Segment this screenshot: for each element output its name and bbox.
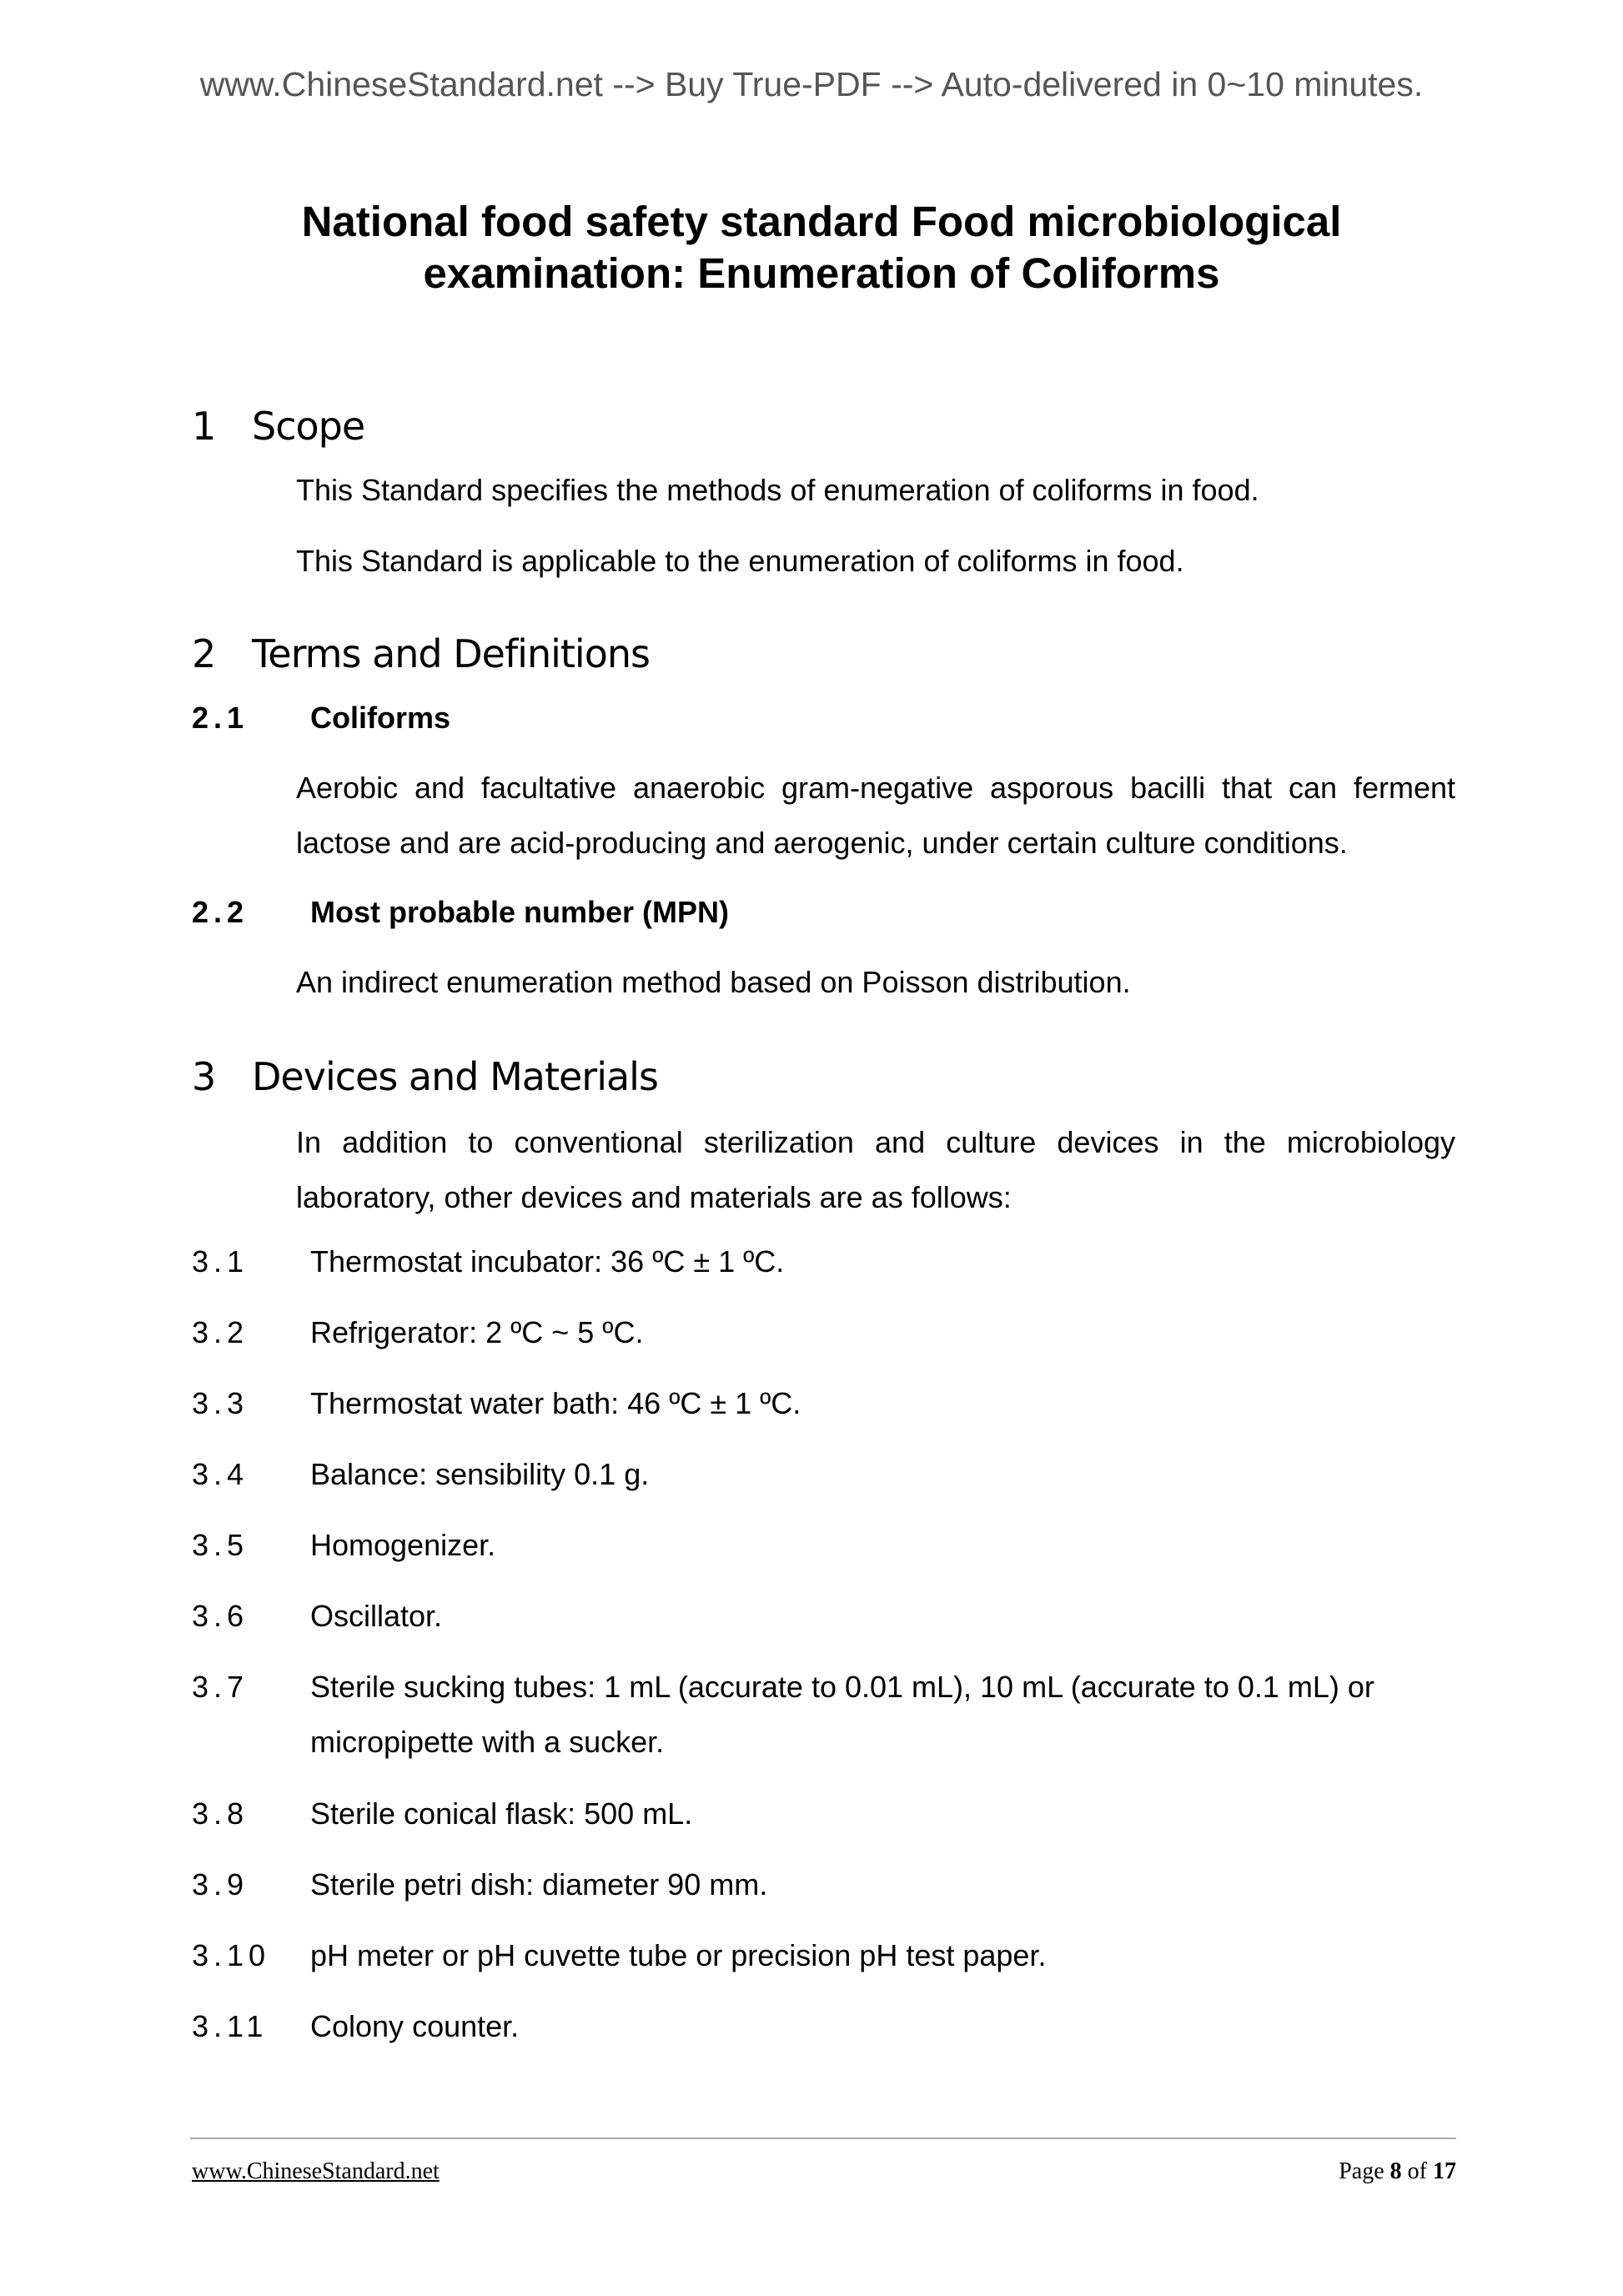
top-banner: www.ChineseStandard.net --> Buy True-PDF --> Auto-delivered in 0~10 minutes. [199, 65, 1424, 103]
section-3-heading [192, 1054, 658, 1099]
item-text: Colony counter. [310, 2009, 520, 2043]
item-text: Balance: sensibility 0.1 g. [310, 1457, 650, 1491]
page-current: 8 [1389, 2158, 1402, 2184]
device-item [192, 1589, 1455, 1644]
item-number: 3.6 [192, 1599, 249, 1633]
item-number: 3.11 [192, 2009, 269, 2043]
subsection-title: Most probable number (MPN) [310, 895, 729, 929]
section-number: 2 [192, 631, 216, 676]
item-number: 3.8 [192, 1796, 249, 1831]
device-item [192, 1376, 1455, 1431]
subsection-number: 2.2 [192, 895, 249, 929]
item-text: Sterile conical flask: 500 mL. [310, 1796, 693, 1831]
footer-divider [190, 2138, 1456, 2139]
device-item [192, 1857, 1455, 1912]
subsection-2-1-heading [192, 701, 450, 736]
item-number: 3.7 [192, 1670, 249, 1704]
item-number: 3.1 [192, 1244, 249, 1279]
device-item [192, 1999, 1455, 2054]
item-text: pH meter or pH cuvette tube or precision pH test paper. [310, 1938, 1047, 1972]
scope-paragraph-2: This Standard is applicable to the enumeration of coliforms in food. [296, 544, 1184, 578]
item-text: Homogenizer. [310, 1528, 496, 1562]
footer-site-link[interactable]: www.ChineseStandard.net [192, 2158, 440, 2184]
subsection-number: 2.1 [192, 701, 249, 735]
section-title: Devices and Materials [252, 1054, 658, 1099]
scope-paragraph-1: This Standard specifies the methods of enumeration of coliforms in food. [296, 473, 1259, 507]
device-item [192, 1447, 1455, 1502]
item-text: Sterile sucking tubes: 1 mL (accurate to 0.01 mL), 10 mL (accurate to 0.1 mL) or micropipette with a sucker. [310, 1670, 1374, 1759]
page-of: of [1407, 2158, 1427, 2184]
item-number: 3.9 [192, 1867, 249, 1902]
section-number: 1 [192, 404, 216, 449]
item-number: 3.3 [192, 1386, 249, 1420]
page-number [1339, 2158, 1456, 2185]
section-title: Terms and Definitions [252, 631, 650, 676]
coliforms-definition: Aerobic and facultative anaerobic gram-negative asporous bacilli that can ferment lactose and are acid-producing and aerogenic, under certain culture conditions. [296, 771, 1455, 860]
section-2-heading [192, 631, 650, 676]
section-1-heading [192, 404, 364, 449]
item-text: Refrigerator: 2 ºC ~ 5 ºC. [310, 1315, 644, 1349]
document-title [167, 196, 1476, 299]
title-line-1: National food safety standard Food microbiological [301, 198, 1342, 245]
item-text: Oscillator. [310, 1599, 443, 1633]
subsection-title: Coliforms [310, 701, 451, 735]
section-number: 3 [192, 1054, 216, 1099]
item-number: 3.2 [192, 1315, 249, 1349]
devices-intro: In addition to conventional sterilization and culture devices in the microbiology laboratory, other devices and materials are as follows: [296, 1125, 1455, 1214]
item-number: 3.4 [192, 1457, 249, 1491]
item-number: 3.10 [192, 1938, 271, 1972]
page-total: 17 [1433, 2158, 1456, 2184]
mpn-definition: An indirect enumeration method based on Poisson distribution. [296, 965, 1131, 999]
item-text: Sterile petri dish: diameter 90 mm. [310, 1867, 768, 1902]
device-item [192, 1234, 1455, 1289]
device-item [192, 1518, 1455, 1573]
device-item [192, 1305, 1455, 1360]
device-item [192, 1928, 1455, 1983]
subsection-2-2-heading [192, 895, 729, 930]
item-text: Thermostat water bath: 46 ºC ± 1 ºC. [310, 1386, 801, 1420]
page-prefix: Page [1339, 2158, 1384, 2184]
title-line-2: examination: Enumeration of Coliforms [423, 249, 1220, 297]
item-text: Thermostat incubator: 36 ºC ± 1 ºC. [310, 1244, 785, 1279]
section-title: Scope [252, 404, 365, 449]
device-item [192, 1786, 1455, 1841]
item-number: 3.5 [192, 1528, 249, 1562]
device-item [192, 1660, 1455, 1770]
